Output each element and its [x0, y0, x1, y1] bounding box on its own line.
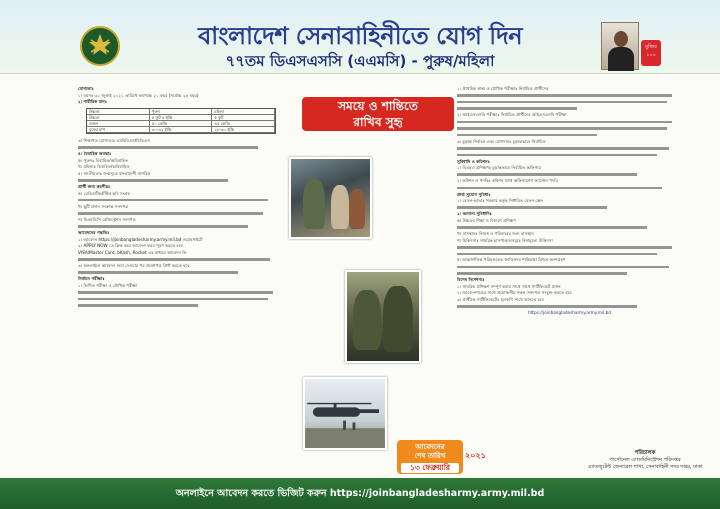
- helicopter-icon: [305, 379, 385, 448]
- list-item: খ। ছুটি প্রদান সংক্রান্ত সনদপত্র: [78, 203, 129, 209]
- list-item: ৩। চূড়ান্ত নির্বাচন এবং যোগদানঃ চূড়ান্তভাবে নির্বাচিত: [457, 138, 546, 144]
- list-item: ১। বেতন-ভাতাঃ সরকার কর্তৃক নির্ধারিত বেতন স্কেল: [457, 198, 544, 204]
- list-item: ২। কমিশন ও পদবিঃ কমিশন প্রাপ্ত অফিসারগণ ক্যাপ্টেন পদবি: [457, 178, 558, 184]
- table-cell: ৫০ কেজি: [150, 121, 213, 126]
- list-item: ১। প্রাথমিক স্বাস্থ্য ও মৌখিক পরীক্ষাঃ নির্বাচিত প্রার্থীদের: [457, 86, 549, 91]
- table-cell: ৫ ফুট ৪ ইঞ্চি: [150, 115, 213, 120]
- list-item: সুবিধাদি ও কমিশনঃ: [457, 158, 490, 164]
- table-cell: ৩০-৩২ ইঞ্চি: [150, 127, 213, 132]
- table-header: উচ্চতা: [87, 109, 150, 114]
- signature-line-1: পার্সোনেল এ্যাডমিনিস্ট্রেশন পরিদপ্তর: [609, 457, 681, 463]
- list-item: খ। বাসস্থানঃ নিজস্ব ও পরিবারের জন্য বাসস্থান: [457, 231, 534, 237]
- list-item: ক। পুরুষঃ বিবাহিত/অবিবাহিত: [78, 157, 128, 163]
- list-item: ১। আবেদন https://joinbangladesharmy.army.mil.bd ওয়েবসাইটে: [78, 236, 203, 242]
- list-item: ৩। শিক্ষাগত যোগ্যতাঃ এমবিবিএস/বিডিএস: [78, 137, 150, 143]
- soldiers-training-photo: [345, 270, 421, 363]
- list-item: প্রার্থী জন্য করণীয়ঃ: [78, 183, 111, 189]
- list-item: ২। APPLY NOW তে ক্লিক করে আবেদন ফরম পূরণ করতে হবে: [78, 243, 183, 249]
- list-item: ক। রেডিওটিভ/স্টিল ছবি সংগ্রহ: [78, 190, 130, 196]
- right-text-column: [457, 86, 682, 317]
- list-item: ১। লিখিত পরীক্ষা ও মৌখিক পরীক্ষা: [78, 282, 138, 288]
- list-item: ২। অন্যান্য সুবিধাদিঃ: [457, 211, 492, 217]
- tagline-line-2: রাখিব সুহৃ: [353, 115, 403, 129]
- army-emblem-icon: [80, 26, 120, 66]
- deadline-year: ২০২১: [465, 451, 486, 460]
- list-item: খ। মহিলাঃ বিবাহিত/অবিবাহিত: [78, 164, 130, 170]
- list-item: ১। বয়সঃ ৩১ জুলাই ২০২১ তারিখে কমপক্ষে ২১ বছর (সর্বোচ্চ ২৮ বছর): [78, 92, 199, 98]
- list-item: ৫। জাতীয়তাঃ জন্মসূত্রে বাংলাদেশী নাগরিক: [78, 170, 151, 176]
- table-cell: ৫ ফুট: [212, 115, 275, 120]
- deadline-badge: [397, 440, 463, 474]
- table-row: [87, 127, 275, 133]
- tagline-banner: [302, 97, 454, 131]
- signature-title: পরিচালক: [634, 450, 656, 456]
- physical-standards-table: [86, 108, 276, 134]
- table-cell: ওজন: [87, 121, 150, 126]
- website-link[interactable]: https://joinbangladesharmy.army.mil.bd: [528, 310, 611, 316]
- table-cell: ২৮-৩০ ইঞ্চি: [212, 127, 275, 132]
- list-item: প্রাপ্ত সুযোগ সুবিধাঃ: [457, 191, 491, 197]
- deadline-label-1: আবেদনের: [415, 443, 445, 451]
- table-header: মহিলা: [212, 109, 275, 114]
- footer-banner[interactable]: অনলাইনে আবেদন করতে ভিজিট করুন https://joinbangladesharmy.army.mil.bd: [0, 478, 720, 509]
- main-title: বাংলাদেশ সেনাবাহিনীতে যোগ দিন: [197, 21, 523, 50]
- list-item: ১। সামরিক প্রশিক্ষণ সম্পূর্ণ করার সাথে সাথে সার্টিফিকেট প্রদান: [457, 283, 561, 289]
- section-heading: যোগ্যতাঃ: [78, 86, 94, 91]
- list-item: ৩। অনলাইনে আবেদন জমা দেওয়ার পর প্রবেশপত্র প্রিন্ট করতে হবে: [78, 263, 190, 269]
- table-cell: ৪৫ কেজি: [212, 121, 275, 126]
- sub-title: ৭৭তম ডিএসএসসি (এএমসি) - পুরুষ/মহিলা: [225, 52, 495, 70]
- deadline-date: ১৩ ফেব্রুয়ারি: [401, 463, 459, 473]
- list-item: ১। বিএমএ প্রশিক্ষণঃ চূড়ান্তভাবে নির্বাচিত অফিসার: [457, 165, 541, 171]
- list-item: ২। আইএসএসবি পরীক্ষাঃ নির্বাচিত প্রার্থীদের আইএসএসবি পরীক্ষা: [457, 112, 567, 118]
- list-item: বিশেষ নির্দেশনাঃ: [457, 277, 485, 283]
- table-header: পুরুষ: [150, 109, 213, 114]
- medical-officer-photo: [289, 157, 372, 239]
- list-item: আবেদনের পদ্ধতিঃ: [78, 230, 110, 236]
- list-item: গ। বিএমডিসি রেজিস্ট্রেশন সনদপত্র: [78, 216, 136, 222]
- list-item: নির্বাচন পরীক্ষাঃ: [78, 276, 105, 282]
- list-item: ৪। বৈবাহিক অবস্থাঃ: [78, 150, 112, 156]
- list-item: ২। শারীরিক মানঃ: [78, 99, 108, 105]
- helicopter-photo: [303, 377, 387, 450]
- list-item: গ। চিকিৎসাঃ সামরিক হাসপাতালসমূহে বিনামূল্যে চিকিৎসা: [457, 237, 553, 243]
- list-item: ক। উচ্চতর শিক্ষা ও বিদেশে প্রশিক্ষণ: [457, 217, 516, 223]
- tagline-line-1: সময়ে ও শান্তিতে: [338, 99, 418, 113]
- signature-block: [570, 450, 720, 471]
- list-item: VISA/Master Card, bKash, Rocket এর মাধ্যমে আবেদন ফি: [78, 249, 187, 255]
- list-item: ২। আবেদনপত্রের সাথে প্রয়োজনীয় সকল সনদপত্র সংযুক্ত করতে হবে: [457, 290, 572, 296]
- signature-line-2: এ্যাডজুটেন্ট জেনারেল শাখা, সেনাবাহিনী সদর দপ্তর, ঢাকা: [587, 464, 703, 470]
- deadline-label-2: শেষ তারিখ: [414, 452, 446, 460]
- left-text-column: [78, 86, 283, 309]
- table-cell: উচ্চতা: [87, 115, 150, 120]
- mujib-100-badge: মুজিব ১০০: [641, 40, 661, 66]
- portrait-image: [601, 22, 639, 70]
- list-item: ৩। প্রার্থীকে সার্টিফিকেটের মূলকপি সাথে আনতে হবে: [457, 297, 544, 302]
- table-cell: বুকের মাপ: [87, 127, 150, 132]
- list-item: ঘ। আন্তর্জাতিক পরিমণ্ডলেঃ জাতিসংঘ শান্তিরক্ষা মিশনে অংশগ্রহণ: [457, 257, 566, 263]
